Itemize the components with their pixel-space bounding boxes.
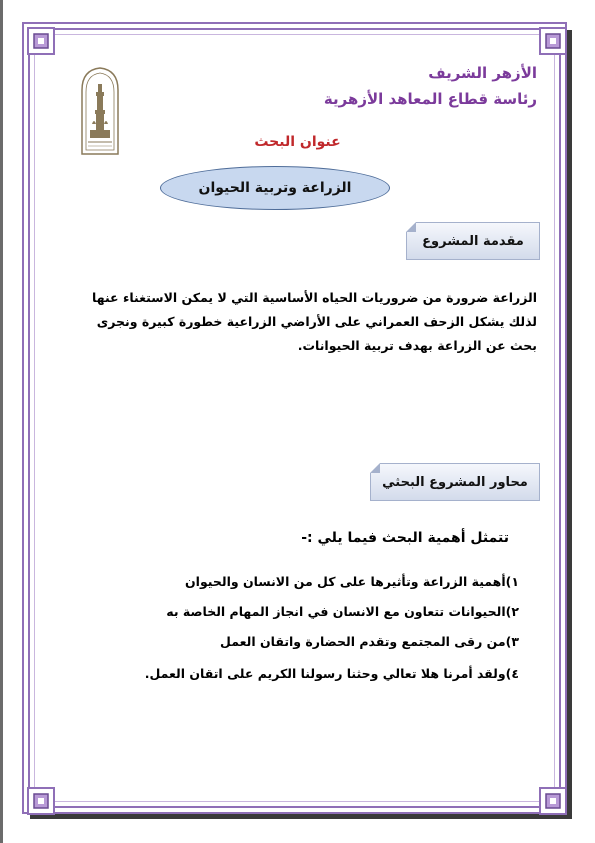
research-title: الزراعة وتربية الحيوان	[198, 180, 352, 196]
org-name-line1: الأزهر الشريف	[428, 64, 537, 82]
list-item	[220, 634, 519, 649]
list-item-text: ولقد أمرنا هلا تعالي وحثنا رسولنا الكريم على اتقان العمل.	[144, 666, 506, 681]
label-fold-corner	[406, 222, 416, 232]
axes-subtitle: تتمثل أهمية البحث فيما يلي :-	[301, 530, 509, 546]
intro-line: لذلك يشكل الزحف العمراني على الأراضي الزراعية خطورة كبيرة ونجرى	[96, 314, 537, 329]
label-fold-corner	[370, 463, 380, 473]
ornament-corner-icon	[26, 26, 56, 56]
list-item-number: ١)	[505, 574, 519, 589]
ornament-corner-icon	[538, 786, 568, 816]
research-title-ellipse	[160, 166, 390, 210]
intro-line: الزراعة ضرورة من ضروريات الحياه الأساسية التي لا يمكن الاستغناء عنها	[92, 290, 537, 305]
axes-label: محاور المشروع البحثي	[382, 474, 528, 490]
intro-line: بحث عن الزراعة بهدف تربية الحيوانات.	[297, 338, 537, 353]
research-heading: عنوان البحث	[254, 134, 341, 150]
axes-label-box	[370, 463, 540, 501]
page-shadow-bottom	[30, 814, 572, 819]
list-item	[166, 604, 519, 619]
intro-label: مقدمة المشروع	[422, 233, 524, 249]
intro-label-box	[406, 222, 540, 260]
org-name-line2: رئاسة قطاع المعاهد الأزهرية	[323, 90, 537, 108]
list-item-number: ٢)	[505, 604, 519, 619]
ornament-corner-icon	[538, 26, 568, 56]
list-item-number: ٤)	[505, 666, 519, 681]
intro-paragraph	[57, 286, 537, 358]
list-item-number: ٣)	[505, 634, 519, 649]
list-item	[185, 574, 519, 589]
list-item-text: أهمية الزراعة وتأثيرها على كل من الانسان والحيوان	[184, 574, 506, 589]
list-item-text: من رقى المجتمع وتقدم الحضارة واتقان العمل	[220, 634, 506, 649]
ornament-corner-icon	[26, 786, 56, 816]
list-item	[145, 666, 519, 681]
list-item-text: الحيوانات تتعاون مع الانسان في انجاز المهام الخاصة به	[166, 604, 506, 619]
page-left-edge	[0, 0, 3, 843]
